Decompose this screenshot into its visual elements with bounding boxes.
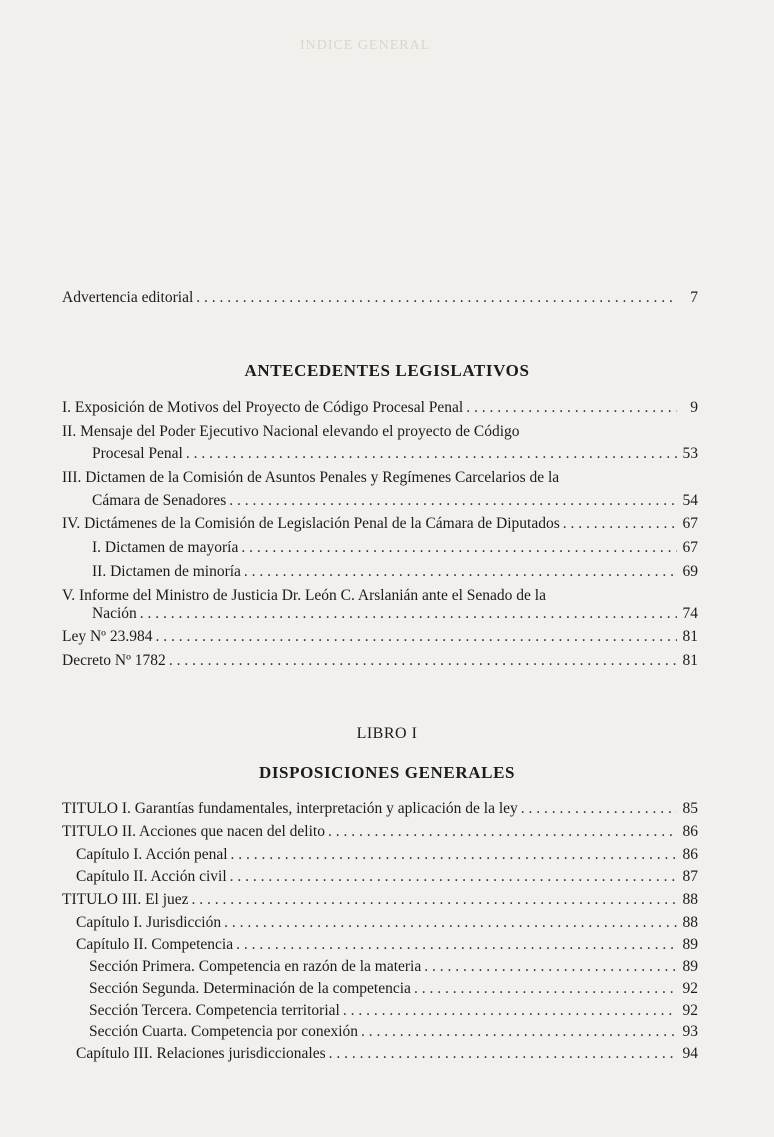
toc-label: I. Exposición de Motivos del Proyecto de Código Procesal Penal: [62, 399, 464, 416]
toc-label: I. Dictamen de mayoría: [92, 539, 239, 556]
toc-label: IV. Dictámenes de la Comisión de Legislación Penal de la Cámara de Diputados: [62, 515, 560, 532]
toc-entry: [76, 913, 698, 933]
page-number: 85: [682, 800, 698, 817]
toc-entry: [62, 799, 698, 819]
leader-dots: [328, 822, 677, 842]
toc-label: Sección Tercera. Competencia territorial: [89, 1002, 340, 1019]
toc-label: Capítulo III. Relaciones jurisdiccionales: [76, 1045, 326, 1062]
toc-entry-v-line2: [92, 604, 698, 624]
leader-dots: [244, 562, 677, 582]
toc-entry: [76, 867, 698, 887]
toc-label: Capítulo I. Jurisdicción: [76, 914, 222, 931]
leader-dots: [186, 444, 677, 464]
leader-dots: [424, 957, 677, 977]
leader-dots: [224, 913, 677, 933]
page-number: 74: [682, 605, 698, 622]
toc-label: Ley Nº 23.984: [62, 628, 153, 645]
page-number: 7: [690, 289, 698, 306]
page-number: 94: [682, 1045, 698, 1062]
toc-entry-i: [62, 398, 698, 418]
page-number: 92: [682, 1002, 698, 1019]
toc-label: Sección Segunda. Determinación de la competencia: [89, 980, 411, 997]
page-number: 88: [682, 914, 698, 931]
leader-dots: [563, 514, 677, 534]
leader-dots: [329, 1044, 677, 1064]
toc-entry-iii-line2: [92, 491, 698, 511]
leader-dots: [361, 1022, 677, 1042]
toc-entry-v-line1: V. Informe del Ministro de Justicia Dr. León C. Arslanián ante el Senado de la: [62, 587, 546, 604]
page-number: 92: [682, 980, 698, 997]
toc-entry: [62, 822, 698, 842]
leader-dots: [169, 651, 677, 671]
toc-label: Sección Primera. Competencia en razón de la materia: [89, 958, 422, 975]
toc-label: Procesal Penal: [92, 445, 183, 462]
page-number: 81: [682, 628, 698, 645]
leader-dots: [196, 288, 677, 308]
page-number: 88: [682, 891, 698, 908]
section-heading-disposiciones: DISPOSICIONES GENERALES: [258, 763, 516, 782]
running-head: INDICE GENERAL: [300, 38, 431, 53]
leader-dots: [241, 538, 677, 558]
page-number: 86: [682, 846, 698, 863]
toc-entry: [76, 1044, 698, 1064]
page-number: 93: [682, 1023, 698, 1040]
toc-label: Capítulo I. Acción penal: [76, 846, 228, 863]
toc-label: Decreto Nº 1782: [62, 652, 166, 669]
toc-label: Advertencia editorial: [62, 289, 194, 306]
toc-entry: [62, 890, 698, 910]
toc-entry-decreto: [62, 651, 698, 671]
toc-entry: [89, 957, 698, 977]
page-number: 86: [682, 823, 698, 840]
toc-entry: [89, 1001, 698, 1021]
leader-dots: [343, 1001, 677, 1021]
page-number: 89: [682, 958, 698, 975]
page-number: 54: [682, 492, 698, 509]
page-number: 87: [682, 868, 698, 885]
toc-entry-advertencia: [62, 288, 698, 308]
leader-dots: [140, 604, 677, 624]
page-number: 53: [682, 445, 698, 462]
toc-label: Capítulo II. Acción civil: [76, 868, 227, 885]
toc-entry-iv: [62, 514, 698, 534]
leader-dots: [155, 627, 677, 647]
leader-dots: [521, 799, 677, 819]
leader-dots: [414, 979, 677, 999]
leader-dots: [229, 491, 677, 511]
page-number: 69: [682, 563, 698, 580]
toc-entry-iv-minoria: [92, 562, 698, 582]
toc-entry-iii-line1: III. Dictamen de la Comisión de Asuntos Penales y Regímenes Carcelarios de la: [62, 469, 560, 486]
page-number: 67: [682, 539, 698, 556]
toc-label: II. Dictamen de minoría: [92, 563, 241, 580]
leader-dots: [230, 867, 677, 887]
toc-entry-ii-line1: II. Mensaje del Poder Ejecutivo Nacional elevando el proyecto de Código: [62, 423, 520, 440]
toc-entry-ley: [62, 627, 698, 647]
leader-dots: [192, 890, 677, 910]
page-number: 89: [682, 936, 698, 953]
toc-entry: [76, 935, 698, 955]
toc-entry: [89, 979, 698, 999]
toc-entry-ii-line2: [92, 444, 698, 464]
page-number: 9: [690, 399, 698, 416]
toc-entry: [89, 1022, 698, 1042]
toc-label: TITULO II. Acciones que nacen del delito: [62, 823, 325, 840]
toc-label: TITULO I. Garantías fundamentales, interpretación y aplicación de la ley: [62, 800, 518, 817]
libro-title: LIBRO I: [356, 725, 418, 742]
toc-entry: [76, 845, 698, 865]
section-heading-antecedentes: ANTECEDENTES LEGISLATIVOS: [244, 361, 530, 380]
toc-label: Capítulo II. Competencia: [76, 936, 234, 953]
toc-label: Sección Cuarta. Competencia por conexión: [89, 1023, 359, 1040]
toc-label: Cámara de Senadores: [92, 492, 227, 509]
toc-entry-iv-mayoria: [92, 538, 698, 558]
toc-label: TITULO III. El juez: [62, 891, 189, 908]
leader-dots: [466, 398, 677, 418]
leader-dots: [236, 935, 677, 955]
toc-label: Nación: [92, 605, 137, 622]
page-number: 67: [682, 515, 698, 532]
page-number: 81: [682, 652, 698, 669]
leader-dots: [231, 845, 677, 865]
